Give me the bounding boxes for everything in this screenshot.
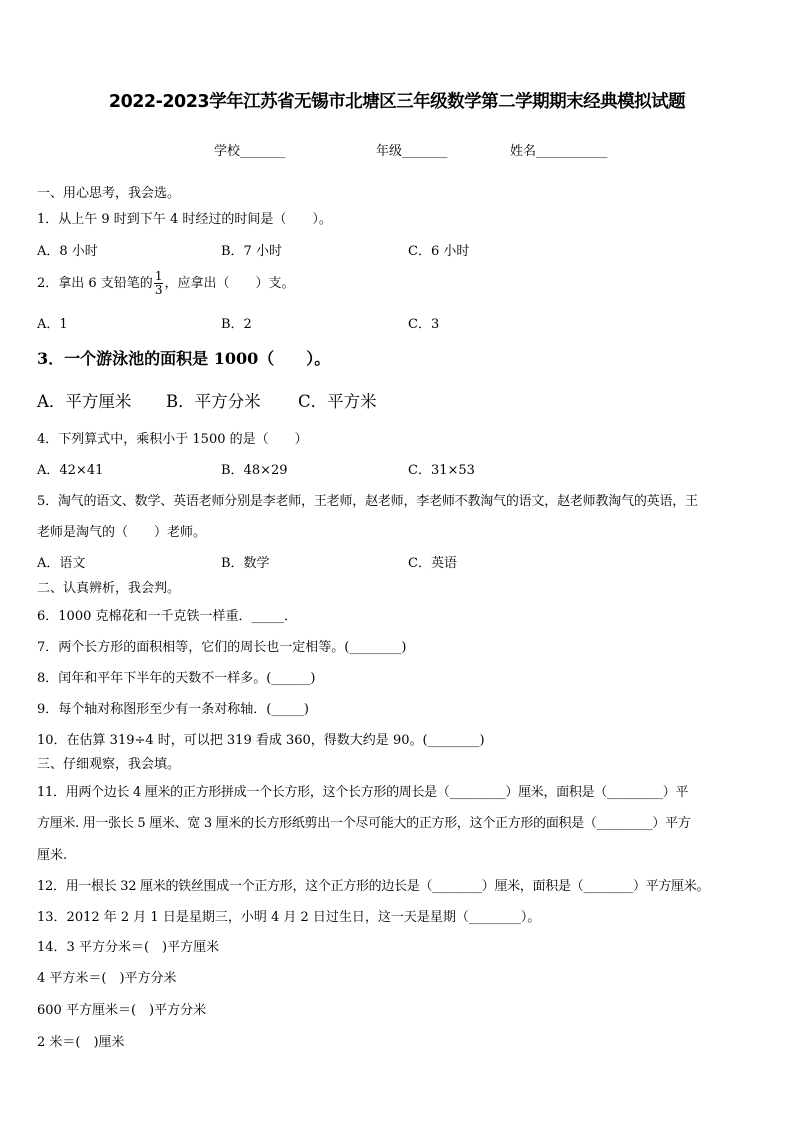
question-13: 13．2012 年 2 月 1 日是星期三，小明 4 月 2 日过生日，这一天是星期（________）。 — [37, 910, 541, 925]
q2-text-pre: 2．拿出 6 支铅笔的 — [37, 276, 153, 291]
q1-option-c: C．6 小时 — [408, 244, 470, 259]
question-14-line-1: 14．3 平方分米＝( )平方厘米 — [37, 940, 220, 955]
fraction — [154, 270, 164, 297]
section-heading: 三、仔细观察，我会填。 — [37, 757, 181, 772]
q2-option-c: C．3 — [408, 317, 440, 332]
question-2 — [37, 270, 294, 297]
school-field: 学校_______ — [214, 144, 286, 159]
question-6: 6．1000 克棉花和一千克铁一样重．_____． — [37, 609, 297, 624]
question-14-line-2: 4 平方米＝( )平方分米 — [37, 971, 177, 986]
fraction-denominator: 3 — [154, 283, 163, 297]
q5-option-b: B．数学 — [221, 556, 270, 571]
q2-option-a: A．1 — [37, 317, 68, 332]
q5-option-c: C．英语 — [408, 556, 457, 571]
question-5-line-2: 老师是淘气的（ ）老师。 — [37, 525, 207, 540]
question-11-line-1: 11．用两个边长 4 厘米的正方形拼成一个长方形，这个长方形的周长是（_________）厘米，面积是（_________）平 — [37, 785, 689, 800]
q1-option-b: B．7 小时 — [221, 244, 282, 259]
question-11-line-3: 厘米. — [37, 848, 68, 863]
question-3: 3．一个游泳池的面积是 1000（ ）。 — [37, 349, 331, 368]
q2-option-b: B．2 — [221, 317, 252, 332]
q4-option-a: A．42×41 — [37, 463, 104, 478]
name-field: 姓名___________ — [510, 144, 608, 159]
q3-option-b: B．平方分米 — [166, 392, 261, 411]
exam-title: 2022-2023学年江苏省无锡市北塘区三年级数学第二学期期末经典模拟试题 — [108, 92, 686, 112]
q4-option-b: B．48×29 — [221, 463, 288, 478]
q2-text-post: ，应拿出（ ）支。 — [164, 276, 295, 291]
question-8: 8．闰年和平年下半年的天数不一样多。(______) — [37, 671, 316, 686]
q4-option-c: C．31×53 — [408, 463, 475, 478]
q1-option-a: A．8 小时 — [37, 244, 98, 259]
question-4: 4．下列算式中，乘积小于 1500 的是（ ） — [37, 432, 308, 447]
q3-option-c: C．平方米 — [298, 392, 377, 411]
question-14-line-4: 2 米＝( )厘米 — [37, 1035, 125, 1050]
fraction-numerator: 1 — [154, 269, 163, 283]
question-1: 1．从上午 9 时到下午 4 时经过的时间是（ ）。 — [37, 212, 332, 227]
question-11-line-2: 方厘米. 用一张长 5 厘米、宽 3 厘米的长方形纸剪出一个尽可能大的正方形，这个正方形的面积是（_________）平方 — [37, 816, 691, 831]
question-12: 12．用一根长 32 厘米的铁丝围成一个正方形，这个正方形的边长是（________）厘米，面积是（________）平方厘米。 — [37, 879, 710, 894]
q3-option-a: A．平方厘米 — [37, 392, 132, 411]
grade-field: 年级_______ — [376, 144, 448, 159]
question-9: 9．每个轴对称图形至少有一条对称轴．(_____) — [37, 702, 309, 717]
question-7: 7．两个长方形的面积相等，它们的周长也一定相等。(________) — [37, 640, 407, 655]
question-5-line-1: 5．淘气的语文、数学、英语老师分别是李老师，王老师，赵老师，李老师不教淘气的语文，赵老师教淘气的英语，王 — [37, 494, 698, 509]
question-14-line-3: 600 平方厘米＝( )平方分米 — [37, 1003, 207, 1018]
q5-option-a: A．语文 — [37, 556, 86, 571]
section-heading: 二、认真辨析，我会判。 — [37, 581, 181, 596]
section-heading: 一、用心思考，我会选。 — [37, 186, 181, 201]
question-10: 10．在估算 319÷4 时，可以把 319 看成 360，得数大约是 90。(________) — [37, 733, 485, 748]
